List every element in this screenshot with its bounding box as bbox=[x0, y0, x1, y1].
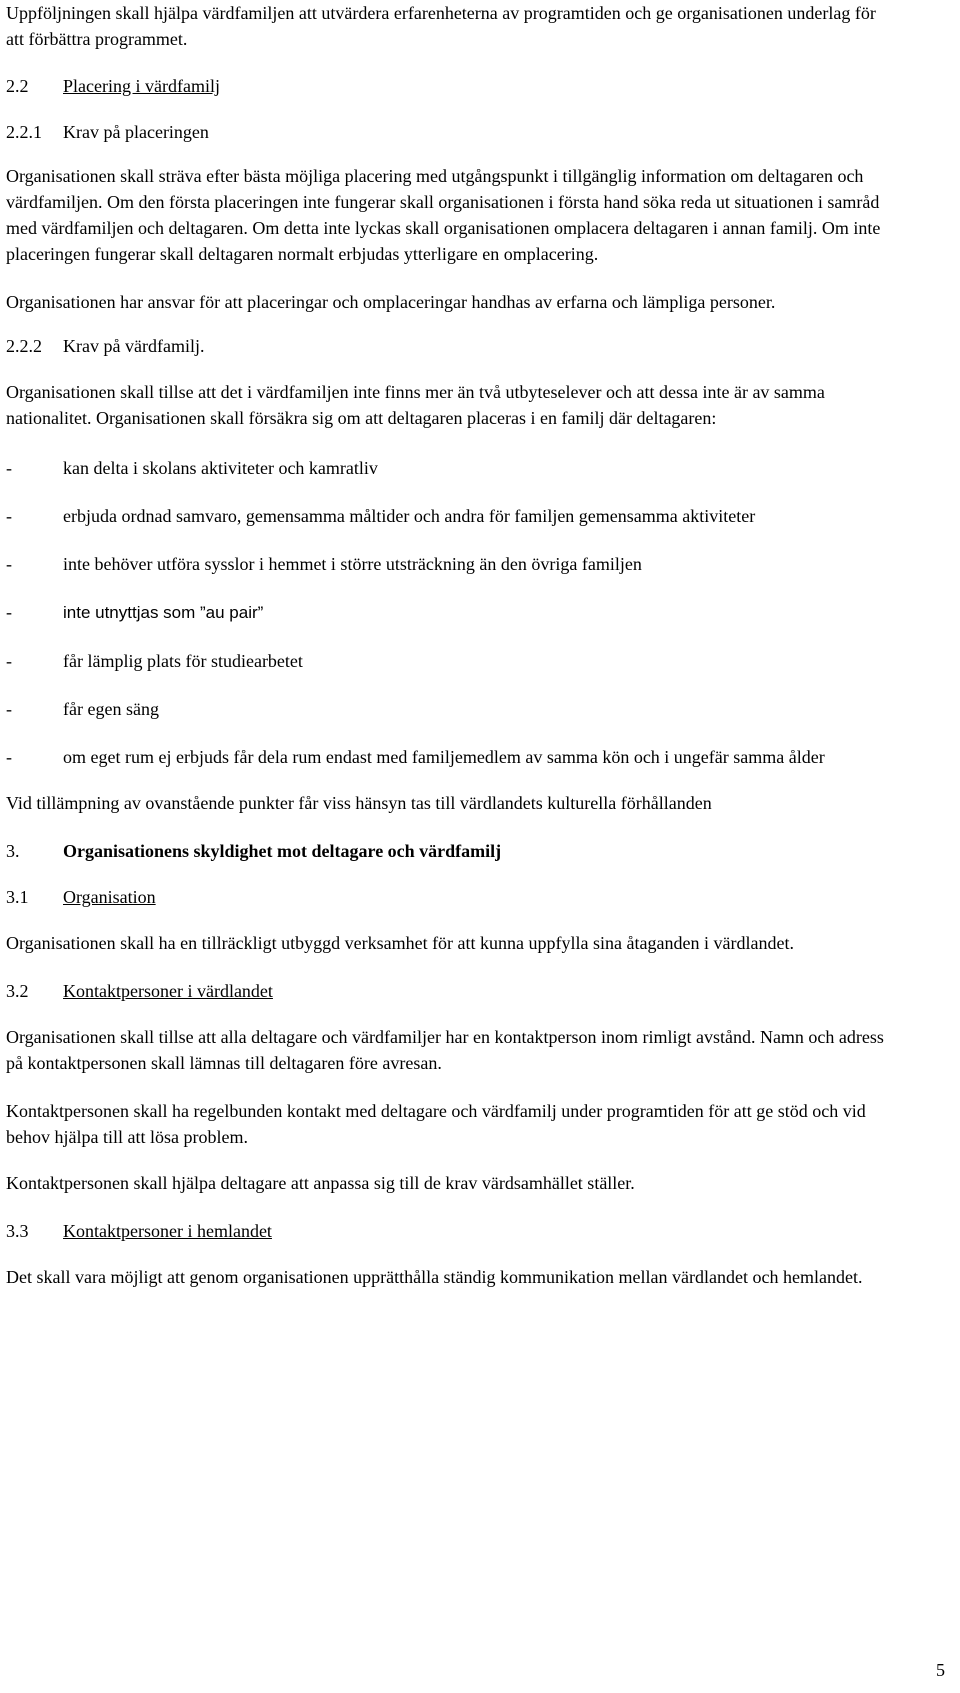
section-3-heading bbox=[6, 838, 896, 864]
paragraph-kontaktperson-a: Organisationen skall tillse att alla deltagare och värdfamiljer har en kontaktperson inom rimligt avstånd. Namn och adress på kontaktpersonen skall lämnas till deltagaren före avresan. bbox=[6, 1027, 884, 1073]
section-2-2-2-heading bbox=[6, 333, 896, 359]
paragraph-kontaktperson-c: Kontaktpersonen skall hjälpa deltagare att anpassa sig till de krav värdsamhället ställer. bbox=[6, 1173, 635, 1193]
paragraph-hemlandet: Det skall vara möjligt att genom organisationen upprätthålla ständig kommunikation mellan värdlandet och hemlandet. bbox=[6, 1267, 863, 1287]
section-number: 2.2 bbox=[6, 76, 29, 96]
paragraph-placering: Organisationen skall sträva efter bästa möjliga placering med utgångspunkt i tillgänglig information om deltagaren och värdfamiljen. Om den första placeringen inte fungerar skall organisationen i första hand söka reda ut situationen i samråd med värdfamiljen och deltagaren. Om detta inte lyckas skall organisationen omplacera deltagaren i annan familj. Om inte placeringen fungerar skall deltagaren normalt erbjudas ytterligare en omplacering. bbox=[6, 166, 881, 264]
dash-marker: - bbox=[6, 699, 12, 719]
section-title: Organisationens skyldighet mot deltagare och värdfamilj bbox=[63, 841, 502, 861]
dash-marker: - bbox=[6, 506, 12, 526]
section-number: 2.2.2 bbox=[6, 336, 42, 356]
section-3-2-heading bbox=[6, 978, 896, 1004]
section-title: Kontaktpersoner i värdlandet bbox=[63, 981, 273, 1001]
paragraph-kulturella: Vid tillämpning av ovanstående punkter får viss hänsyn tas till värdlandets kulturella förhållanden bbox=[6, 793, 712, 813]
dash-marker: - bbox=[6, 747, 12, 767]
section-3-3-heading bbox=[6, 1218, 896, 1244]
section-title: Krav på värdfamilj. bbox=[63, 336, 205, 356]
dash-marker: - bbox=[6, 458, 12, 478]
section-number: 3. bbox=[6, 841, 20, 861]
section-title: Organisation bbox=[63, 887, 156, 907]
section-number: 3.3 bbox=[6, 1221, 29, 1241]
section-2-2-1-heading bbox=[6, 119, 896, 145]
section-number: 2.2.1 bbox=[6, 122, 42, 142]
dash-marker: - bbox=[6, 651, 12, 671]
page-number: 5 bbox=[936, 1660, 945, 1680]
paragraph-kontaktperson-b: Kontaktpersonen skall ha regelbunden kontakt med deltagare och värdfamilj under programtiden för att ge stöd och vid behov hjälpa till att lösa problem. bbox=[6, 1101, 866, 1147]
section-number: 3.1 bbox=[6, 887, 29, 907]
list-item: - kan delta i skolans aktiviteter och kamratliv bbox=[6, 455, 896, 481]
paragraph-organisation: Organisationen skall ha en tillräckligt utbyggd verksamhet för att kunna uppfylla sina åtaganden i värdlandet. bbox=[6, 933, 794, 953]
list-item: - om eget rum ej erbjuds får dela rum endast med familjemedlem av samma kön och i ungefär samma ålder bbox=[6, 744, 896, 770]
list-item: - inte behöver utföra sysslor i hemmet i större utsträckning än den övriga familjen bbox=[6, 551, 896, 577]
list-item: - erbjuda ordnad samvaro, gemensamma måltider och andra för familjen gemensamma aktiviteter bbox=[6, 503, 896, 529]
paragraph-ansvar: Organisationen har ansvar för att placeringar och omplaceringar handhas av erfarna och lämpliga personer. bbox=[6, 292, 776, 312]
list-item: - får egen säng bbox=[6, 696, 896, 722]
section-2-2-heading bbox=[6, 73, 896, 99]
section-title: Kontaktpersoner i hemlandet bbox=[63, 1221, 272, 1241]
section-3-1-heading bbox=[6, 884, 896, 910]
section-title: Placering i värdfamilj bbox=[63, 76, 220, 96]
list-item: - inte utnyttjas som ”au pair” bbox=[6, 599, 896, 626]
dash-marker: - bbox=[6, 602, 12, 622]
intro-paragraph: Uppföljningen skall hjälpa värdfamiljen att utvärdera erfarenheterna av programtiden och ge organisationen underlag för att förbättra programmet. bbox=[6, 3, 876, 49]
section-number: 3.2 bbox=[6, 981, 29, 1001]
requirements-list bbox=[6, 455, 896, 770]
section-title: Krav på placeringen bbox=[63, 122, 209, 142]
list-item: - får lämplig plats för studiearbetet bbox=[6, 648, 896, 674]
document-page bbox=[6, 0, 896, 1290]
dash-marker: - bbox=[6, 554, 12, 574]
paragraph-vardfamilj: Organisationen skall tillse att det i värdfamiljen inte finns mer än två utbyteselever och att dessa inte är av samma nationalitet. Organisationen skall försäkra sig om att deltagaren placeras i en familj där deltagaren: bbox=[6, 382, 825, 428]
